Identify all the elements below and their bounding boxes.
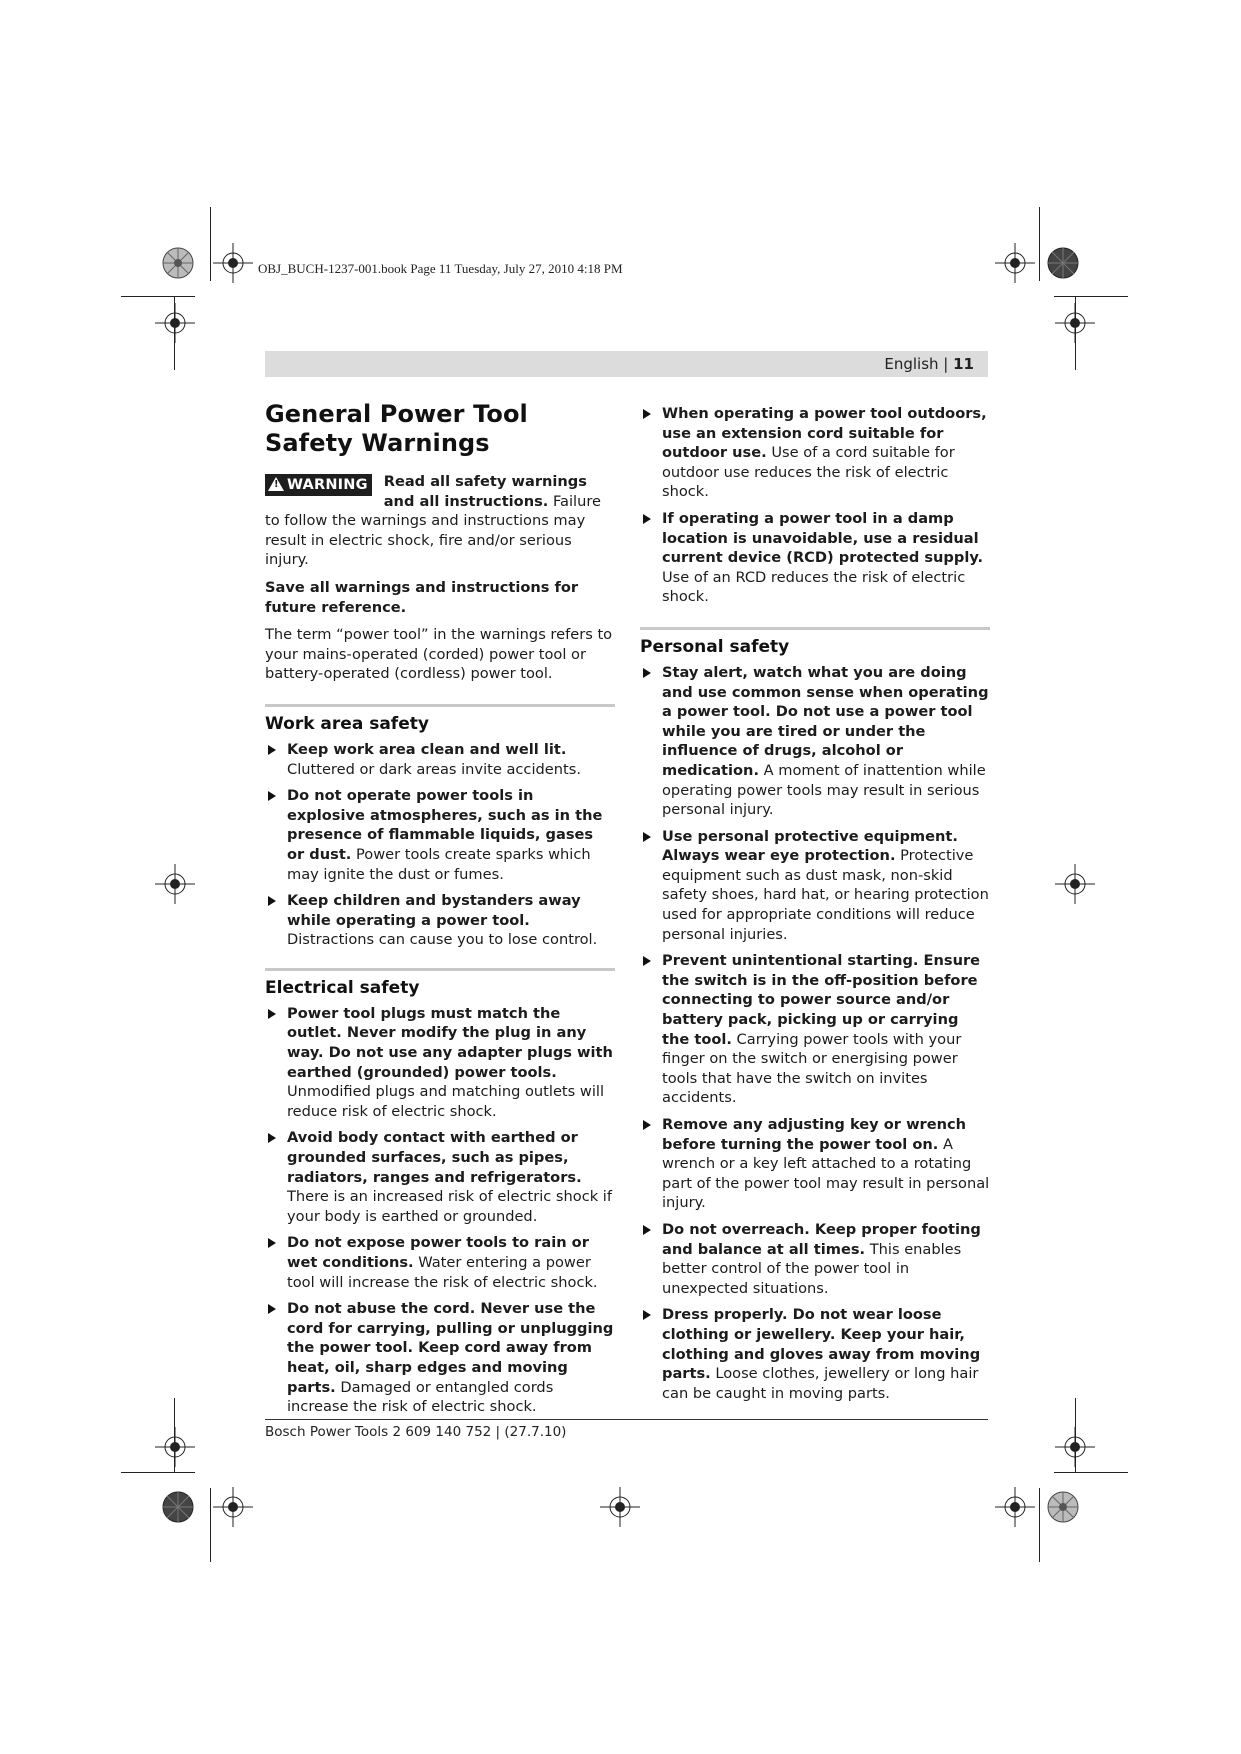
- bullet-arrow-icon: [643, 1225, 651, 1235]
- electrical-list-continued: [640, 404, 990, 607]
- list-item: [265, 1004, 615, 1122]
- item-text: Use of an RCD reduces the risk of electric shock.: [662, 568, 966, 606]
- bullet-arrow-icon: [643, 668, 651, 678]
- section-heading-electrical: Electrical safety: [265, 977, 420, 998]
- color-wheel-icon: [1047, 247, 1079, 279]
- page-header: [265, 351, 988, 377]
- work-area-list: [265, 740, 615, 950]
- section-divider: [265, 704, 615, 707]
- item-text: Carrying power tools with your finger on the switch or energising power tools that have the switch on invites accidents.: [662, 1030, 962, 1107]
- item-bold: Keep children and bystanders away while operating a power tool.: [287, 892, 581, 929]
- bullet-arrow-icon: [268, 1133, 276, 1143]
- item-text: A moment of inattention while operating power tools may result in serious personal injury.: [662, 761, 986, 819]
- item-bold: Do not expose power tools to rain or wet conditions.: [287, 1234, 589, 1271]
- item-text: Power tools create sparks which may ignite the dust or fumes.: [287, 845, 591, 883]
- bullet-arrow-icon: [643, 409, 651, 419]
- item-text: This enables better control of the power tool in unexpected situations.: [662, 1240, 962, 1297]
- list-item: [640, 827, 990, 945]
- registration-mark-icon: [1055, 303, 1095, 343]
- page-footer: Bosch Power Tools 2 609 140 752 | (27.7.10): [265, 1424, 567, 1440]
- personal-safety-list: [640, 663, 990, 1403]
- item-text: Unmodified plugs and matching outlets will reduce risk of electric shock.: [287, 1083, 604, 1120]
- item-bold: Keep work area clean and well lit.: [287, 740, 567, 758]
- page-number: 11: [953, 355, 974, 373]
- item-text: A wrench or a key left attached to a rotating part of the power tool may result in personal injury.: [662, 1135, 990, 1212]
- right-column: [640, 404, 990, 1410]
- registration-mark-icon: [995, 243, 1035, 283]
- section-divider: [265, 968, 615, 971]
- item-text: Cluttered or dark areas invite accidents.: [287, 760, 581, 778]
- bullet-arrow-icon: [268, 791, 276, 801]
- item-text: Use of a cord suitable for outdoor use reduces the risk of electric shock.: [662, 444, 955, 501]
- color-wheel-icon: [1047, 1491, 1079, 1523]
- list-item: [640, 1305, 990, 1403]
- item-bold: Avoid body contact with earthed or grounded surfaces, such as pipes, radiators, ranges and refrigerators.: [287, 1129, 582, 1186]
- list-item: [640, 404, 990, 502]
- page-header-label: [884, 355, 974, 373]
- item-bold: Power tool plugs must match the outlet. Never modify the plug in any way. Do not use any adapter plugs with earthed (grounded) power tools.: [287, 1004, 613, 1081]
- item-text: Loose clothes, jewellery or long hair can be caught in moving parts.: [662, 1365, 979, 1402]
- bullet-arrow-icon: [268, 1304, 276, 1314]
- item-bold: Prevent unintentional starting. Ensure the switch is in the off-position before connecting to power source and/or battery pack, picking up or carrying the tool.: [662, 952, 981, 1048]
- page-title: General Power Tool Safety Warnings: [265, 400, 528, 457]
- warning-badge-label: WARNING: [287, 477, 368, 493]
- list-item: [640, 1220, 990, 1298]
- term-note: The term “power tool” in the warnings refers to your mains-operated (corded) power tool or battery-operated (cordless) power tool.: [265, 626, 613, 683]
- section-divider: [640, 627, 990, 630]
- list-item: [640, 509, 990, 607]
- section-heading-work-area: Work area safety: [265, 713, 429, 734]
- bullet-arrow-icon: [643, 1310, 651, 1320]
- registration-mark-icon: [155, 864, 195, 904]
- bullet-arrow-icon: [268, 745, 276, 755]
- section-heading-personal: Personal safety: [640, 636, 790, 657]
- header-language: English |: [884, 355, 954, 373]
- item-text: Protective equipment such as dust mask, non-skid safety shoes, hard hat, or hearing protection used for appropriate conditions will reduce personal injuries.: [662, 847, 989, 943]
- item-bold: Dress properly. Do not wear loose clothing or jewellery. Keep your hair, clothing and gloves away from moving parts.: [662, 1306, 981, 1383]
- list-item: [640, 1115, 990, 1213]
- registration-mark-icon: [1055, 864, 1095, 904]
- item-bold: Do not overreach. Keep proper footing and balance at all times.: [662, 1220, 981, 1258]
- list-item: [265, 740, 615, 779]
- bullet-arrow-icon: [268, 896, 276, 906]
- list-item: [265, 1299, 615, 1417]
- warning-block: [265, 472, 615, 570]
- bullet-arrow-icon: [643, 832, 651, 842]
- list-item: [265, 1233, 615, 1292]
- registration-mark-icon: [1055, 1427, 1095, 1467]
- warning-triangle-icon: !: [268, 477, 284, 491]
- item-bold: Do not operate power tools in explosive atmospheres, such as in the presence of flammable liquids, gases or dust.: [287, 787, 603, 863]
- item-bold: Remove any adjusting key or wrench before turning the power tool on.: [662, 1116, 967, 1153]
- bullet-arrow-icon: [643, 956, 651, 966]
- left-column: [265, 400, 615, 1424]
- item-bold: If operating a power tool in a damp location is unavoidable, use a residual current device (RCD) protected supply.: [662, 509, 984, 567]
- item-bold: When operating a power tool outdoors, use an extension cord suitable for outdoor use.: [662, 405, 987, 462]
- list-item: [640, 663, 990, 820]
- registration-mark-icon: [155, 1427, 195, 1467]
- electrical-list: [265, 1004, 615, 1417]
- bullet-arrow-icon: [643, 514, 651, 524]
- item-text: Distractions can cause you to lose control.: [287, 931, 598, 949]
- print-slug: OBJ_BUCH-1237-001.book Page 11 Tuesday, July 27, 2010 4:18 PM: [258, 261, 623, 276]
- warning-text: Failure to follow the warnings and instructions may result in electric shock, fire and/or serious injury.: [265, 492, 601, 569]
- bullet-arrow-icon: [643, 1120, 651, 1130]
- item-bold: Do not abuse the cord. Never use the cord for carrying, pulling or unplugging the power tool. Keep cord away from heat, oil, sharp edges and moving parts.: [287, 1300, 614, 1396]
- save-note: Save all warnings and instructions for future reference.: [265, 578, 579, 616]
- list-item: [640, 951, 990, 1108]
- item-bold: Stay alert, watch what you are doing and use common sense when operating a power tool. Do not use a power tool while you are tired or under the influence of drugs, alcohol or medication.: [662, 663, 989, 779]
- item-bold: Use personal protective equipment. Always wear eye protection.: [662, 827, 958, 865]
- registration-mark-icon: [155, 303, 195, 343]
- bullet-arrow-icon: [268, 1009, 276, 1019]
- footer-divider: [265, 1419, 988, 1420]
- color-wheel-icon: [162, 247, 194, 279]
- item-text: Water entering a power tool will increase the risk of electric shock.: [287, 1254, 598, 1291]
- item-text: There is an increased risk of electric shock if your body is earthed or grounded.: [287, 1188, 612, 1225]
- warning-badge: [265, 474, 372, 496]
- item-text: Damaged or entangled cords increase the risk of electric shock.: [287, 1378, 554, 1416]
- list-item: [265, 1128, 615, 1226]
- registration-mark-icon: [213, 243, 253, 283]
- warning-bold: Read all safety warnings and all instructions.: [383, 473, 587, 510]
- list-item: [265, 786, 615, 884]
- bullet-arrow-icon: [268, 1238, 276, 1248]
- registration-mark-icon: [600, 1487, 640, 1527]
- list-item: [265, 891, 615, 950]
- color-wheel-icon: [162, 1491, 194, 1523]
- registration-mark-icon: [213, 1487, 253, 1527]
- registration-mark-icon: [995, 1487, 1035, 1527]
